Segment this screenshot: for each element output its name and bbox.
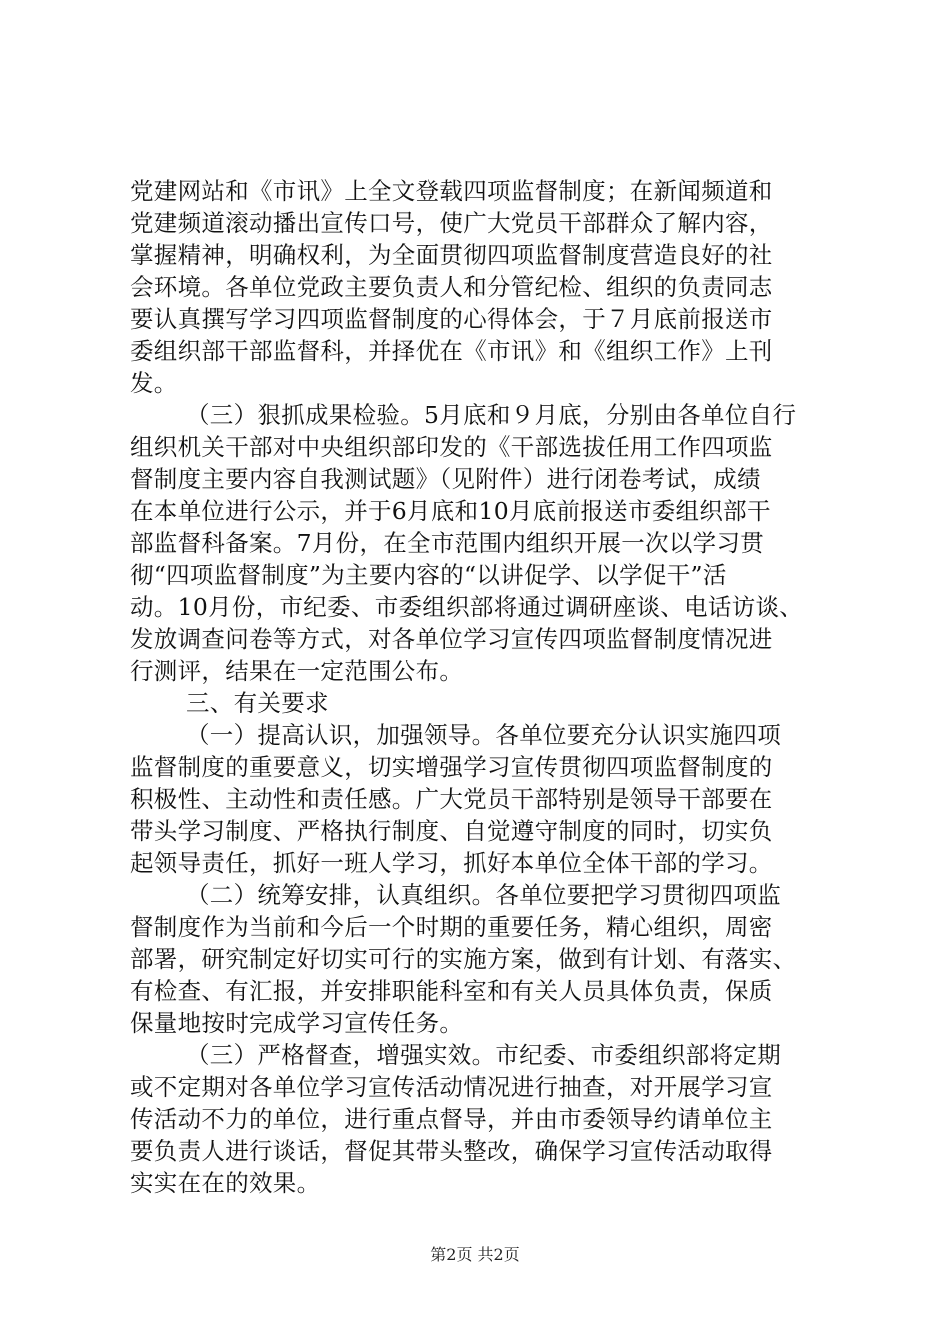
text-line: 起领导责任，抓好一班人学习，抓好本单位全体干部的学习。 [130,849,773,877]
text-line: （三）严格督查，增强实效。市纪委、市委组织部将定期 [186,1041,781,1069]
text-line: 要负责人进行谈话，督促其带头整改，确保学习宣传活动取得 [130,1137,773,1165]
text-line: 委组织部干部监督科，并择优在《市讯》和《组织工作》上刊 [130,337,773,365]
text-line: 彻“四项监督制度”为主要内容的“以讲促学、以学促干”活 [130,561,727,589]
text-line: 行测评，结果在一定范围公布。 [130,657,464,685]
text-line: （一）提高认识，加强领导。各单位要充分认识实施四项 [186,721,781,749]
text-line: 发放调查问卷等方式，对各单位学习宣传四项监督制度情况进 [130,625,773,653]
text-line: 要认真撰写学习四项监督制度的心得体会，于７月底前报送市 [130,305,773,333]
text-line: （二）统筹安排，认真组织。各单位要把学习贯彻四项监 [186,881,781,909]
text-line: 党建网站和《市讯》上全文登载四项监督制度；在新闻频道和 [130,177,773,205]
text-line: 保量地按时完成学习宣传任务。 [130,1009,464,1037]
text-line: 监督制度的重要意义，切实增强学习宣传贯彻四项监督制度的 [130,753,773,781]
document-body [130,175,830,1199]
text-line: （三）狠抓成果检验。5月底和９月底，分别由各单位自行 [186,401,797,429]
text-line: 动。10月份，市纪委、市委组织部将通过调研座谈、电话访谈、 [130,593,804,621]
text-line: 发。 [130,369,178,397]
text-line: 督制度主要内容自我测试题》（见附件）进行闭卷考试，成绩 [130,465,761,493]
text-line: 或不定期对各单位学习宣传活动情况进行抽查，对开展学习宣 [130,1073,773,1101]
text-line: 掌握精神，明确权利，为全面贯彻四项监督制度营造良好的社 [130,241,773,269]
text-line: 会环境。各单位党政主要负责人和分管纪检、组织的负责同志 [130,273,773,301]
text-line: 传活动不力的单位，进行重点督导，并由市委领导约请单位主 [130,1105,773,1133]
text-line: 实实在在的效果。 [130,1169,321,1197]
text-line: 有检查、有汇报，并安排职能科室和有关人员具体负责，保质 [130,977,773,1005]
text-line: 在本单位进行公示，并于6月底和10月底前报送市委组织部干 [130,497,771,525]
text-line: 部署，研究制定好切实可行的实施方案，做到有计划、有落实、 [130,945,797,973]
text-line: 带头学习制度、严格执行制度、自觉遵守制度的同时，切实负 [130,817,773,845]
text-line: 部监督科备案。7月份，在全市范围内组织开展一次以学习贯 [130,529,765,557]
text-line: 组织机关干部对中央组织部印发的《干部选拔任用工作四项监 [130,433,773,461]
text-line: 党建频道滚动播出宣传口号，使广大党员干部群众了解内容， [130,209,773,237]
text-line: 积极性、主动性和责任感。广大党员干部特别是领导干部要在 [130,785,773,813]
text-line: 督制度作为当前和今后一个时期的重要任务，精心组织，周密 [130,913,773,941]
page-footer: 第2页 共2页 [430,1245,520,1264]
text-line: 三、有关要求 [186,689,329,717]
